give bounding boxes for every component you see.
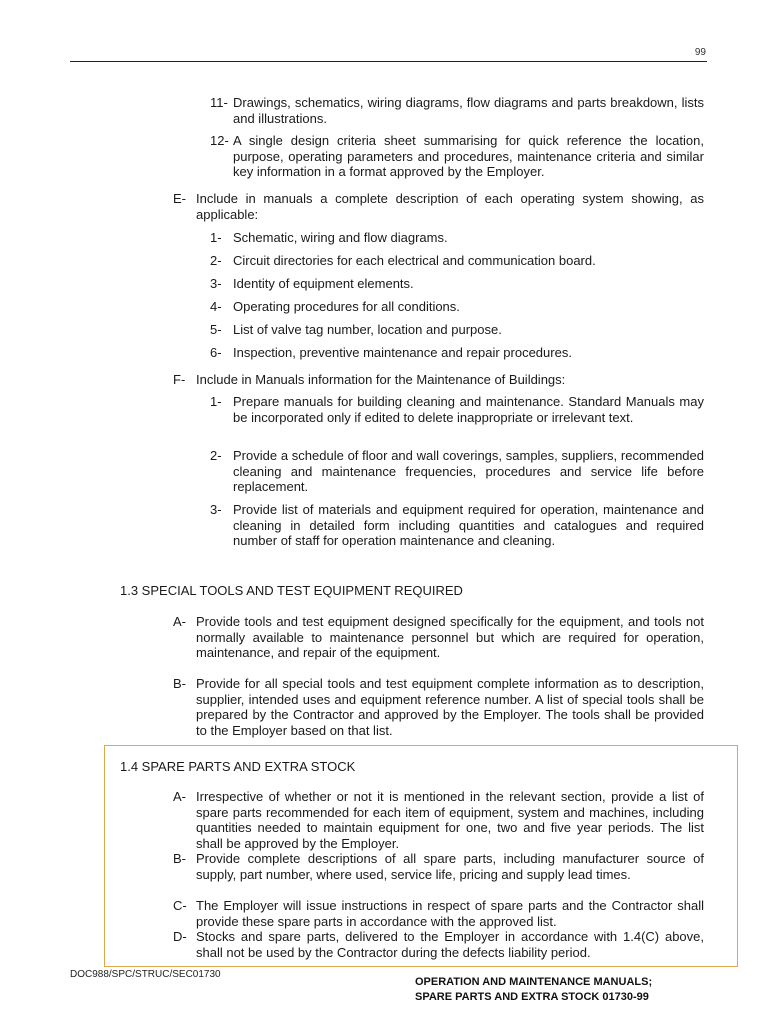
item-text: Include in Manuals information for the Maintenance of Buildings: <box>196 372 566 387</box>
list-item <box>210 276 704 292</box>
item-label: A- <box>173 789 186 804</box>
list-item <box>210 253 704 269</box>
item-text: Irrespective of whether or not it is mentioned in the relevant section, provide a list of spare parts recommended for each item of equipment, system and machines, including quantities needed to maintain equipment for one, two and five year periods. The list shall be approved by the Employer. <box>196 789 704 851</box>
item-text: A single design criteria sheet summarising for quick reference the location, purpose, operating parameters and procedures, maintenance criteria and similar key information in a format approved by the Employer. <box>233 133 704 179</box>
footer-title <box>415 975 652 1005</box>
item-text: Identity of equipment elements. <box>233 276 414 291</box>
item-text: Operating procedures for all conditions. <box>233 299 460 314</box>
item-label: 12- <box>210 133 229 148</box>
item-label: B- <box>173 851 186 866</box>
item-label: F- <box>173 372 186 387</box>
list-item <box>210 448 704 495</box>
item-label: 3- <box>210 502 222 517</box>
list-item <box>173 372 704 388</box>
header-rule <box>70 61 707 62</box>
list-item <box>173 191 704 222</box>
list-item <box>210 230 704 246</box>
item-label: 5- <box>210 322 222 337</box>
list-item <box>173 898 704 929</box>
item-text: Provide for all special tools and test equipment complete information as to description, supplier, intended uses and equipment reference number. A list of special tools shall be prepared by the Contractor and approved by the Employer. The tools shall be provided to the Employer based on that list. <box>196 676 704 738</box>
list-item <box>210 299 704 315</box>
item-label: 1- <box>210 394 222 409</box>
item-text: List of valve tag number, location and purpose. <box>233 322 502 337</box>
item-text: Provide tools and test equipment designed specifically for the equipment, and tools not normally available to maintenance personnel but which are required for operation, maintenance, and repair of the equipment. <box>196 614 704 660</box>
list-item <box>210 322 704 338</box>
footer-title-line-2: SPARE PARTS AND EXTRA STOCK 01730-99 <box>415 991 649 1003</box>
list-item <box>210 345 704 361</box>
list-item <box>210 95 704 126</box>
item-text: The Employer will issue instructions in respect of spare parts and the Contractor shall provide these spare parts in accordance with the approved list. <box>196 898 704 929</box>
item-label: A- <box>173 614 186 629</box>
item-label: 1- <box>210 230 222 245</box>
section-heading: 1.4 SPARE PARTS AND EXTRA STOCK <box>120 759 356 774</box>
list-item <box>210 502 704 549</box>
item-text: Stocks and spare parts, delivered to the Employer in accordance with 1.4(C) above, shall not be used by the Contractor during the defects liability period. <box>196 929 704 960</box>
item-text: Schematic, wiring and flow diagrams. <box>233 230 448 245</box>
item-label: 6- <box>210 345 222 360</box>
footer-title-line-1: OPERATION AND MAINTENANCE MANUALS; <box>415 976 653 988</box>
document-reference: DOC988/SPC/STRUC/SEC01730 <box>70 969 221 980</box>
list-item <box>173 614 704 661</box>
list-item <box>210 394 704 425</box>
item-text: Circuit directories for each electrical and communication board. <box>233 253 596 268</box>
item-text: Prepare manuals for building cleaning and maintenance. Standard Manuals may be incorporated only if edited to delete inappropriate or irrelevant text. <box>233 394 704 425</box>
section-heading: 1.3 SPECIAL TOOLS AND TEST EQUIPMENT REQUIRED <box>120 583 463 598</box>
item-text: Inspection, preventive maintenance and repair procedures. <box>233 345 572 360</box>
item-text: Provide list of materials and equipment required for operation, maintenance and cleaning in detailed form including quantities and catalogues and required number of staff for operation maintenance and cleaning. <box>233 502 704 548</box>
item-text: Provide a schedule of floor and wall coverings, samples, suppliers, recommended cleaning and maintenance frequencies, procedures and service life before replacement. <box>233 448 704 494</box>
item-label: E- <box>173 191 186 206</box>
item-label: B- <box>173 676 186 691</box>
list-item <box>173 789 704 851</box>
item-label: 3- <box>210 276 222 291</box>
item-label: D- <box>173 929 187 944</box>
item-label: 11- <box>210 95 228 110</box>
page-number: 99 <box>694 47 706 58</box>
item-text: Include in manuals a complete description of each operating system showing, as applicable: <box>196 191 704 222</box>
list-item <box>173 929 704 960</box>
item-label: C- <box>173 898 187 913</box>
list-item <box>210 133 704 180</box>
item-label: 4- <box>210 299 222 314</box>
item-text: Provide complete descriptions of all spare parts, including manufacturer source of supply, part number, where used, service life, pricing and supply lead times. <box>196 851 704 882</box>
item-label: 2- <box>210 448 222 463</box>
item-text: Drawings, schematics, wiring diagrams, flow diagrams and parts breakdown, lists and illustrations. <box>233 95 704 126</box>
list-item <box>173 676 704 738</box>
item-label: 2- <box>210 253 222 268</box>
list-item <box>173 851 704 882</box>
